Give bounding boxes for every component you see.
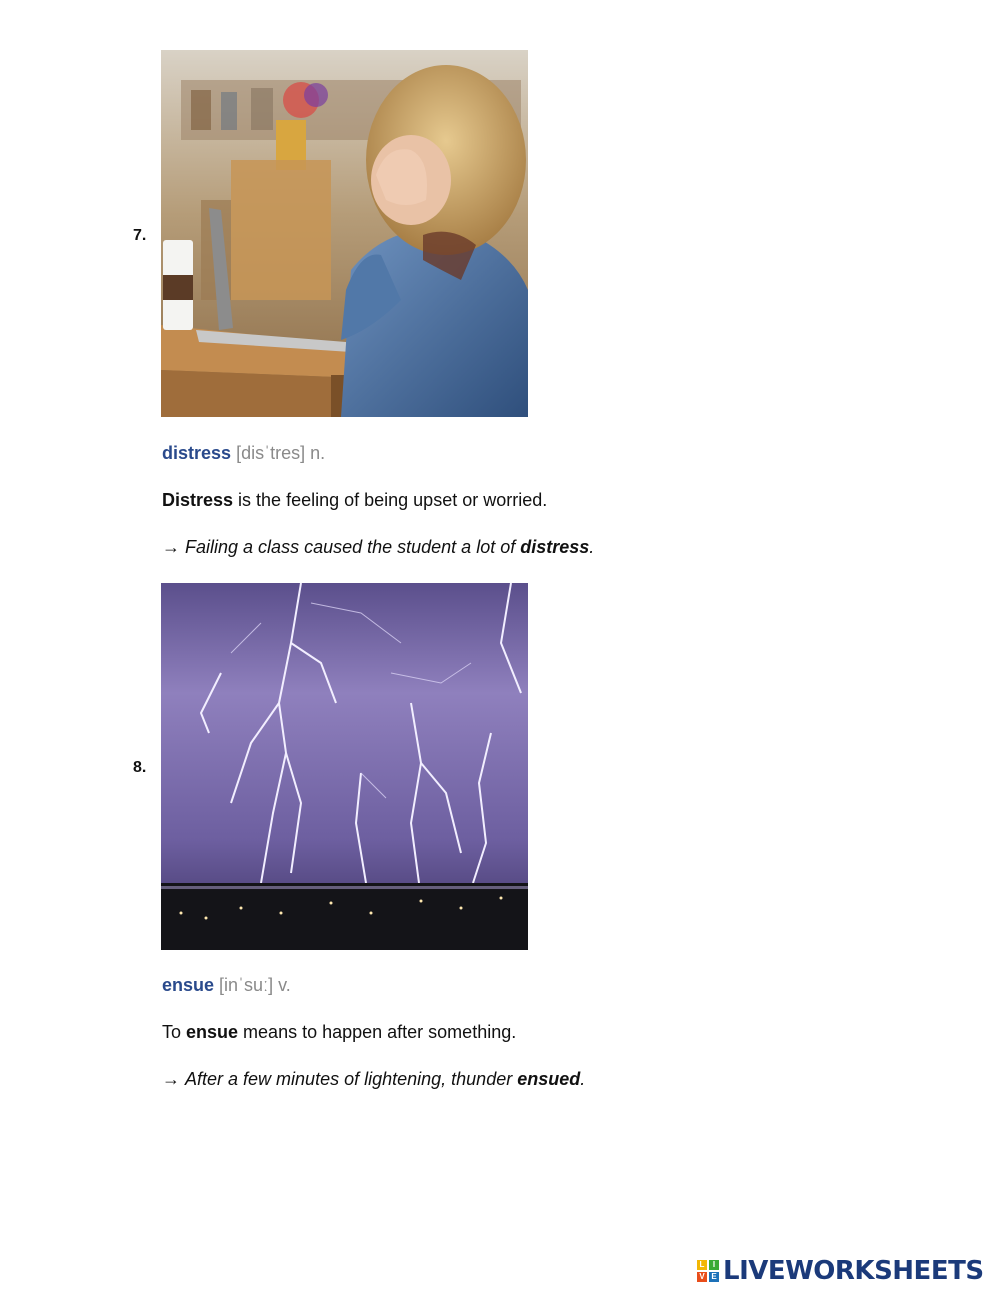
example-text: After a few minutes of lightening, thunder bbox=[185, 1069, 518, 1089]
arrow-icon: → bbox=[162, 1069, 186, 1089]
definition-line-7 bbox=[162, 490, 547, 511]
headword: distress bbox=[162, 443, 232, 463]
logo-block: I bbox=[709, 1260, 719, 1270]
arrow-icon: → bbox=[162, 537, 186, 557]
example-line-7 bbox=[162, 537, 594, 558]
definition-prefix: To bbox=[162, 1022, 187, 1042]
logo-block: E bbox=[709, 1272, 719, 1282]
logo-text: LIVEWORKSHEETS bbox=[723, 1256, 984, 1286]
example-end: . bbox=[589, 537, 595, 557]
example-term: ensued bbox=[517, 1069, 581, 1089]
headword-line-7 bbox=[162, 443, 325, 464]
headword: ensue bbox=[162, 975, 215, 995]
logo-block: V bbox=[697, 1272, 707, 1282]
student-distress-photo bbox=[161, 50, 528, 417]
example-end: . bbox=[580, 1069, 586, 1089]
example-term: distress bbox=[520, 537, 590, 557]
example-text: Failing a class caused the student a lot of bbox=[185, 537, 521, 557]
headword-line-8 bbox=[162, 975, 291, 996]
pronunciation: [inˈsuː] v. bbox=[219, 975, 291, 995]
definition-text: means to happen after something. bbox=[238, 1022, 517, 1042]
logo-blocks-icon bbox=[697, 1260, 719, 1282]
item-number-8: 8. bbox=[133, 759, 147, 776]
lightning-storm-photo bbox=[161, 583, 528, 950]
definition-line-8 bbox=[162, 1022, 516, 1043]
item-number-7: 7. bbox=[133, 227, 147, 244]
definition-text: is the feeling of being upset or worried. bbox=[233, 490, 548, 510]
logo-block: L bbox=[697, 1260, 707, 1270]
liveworksheets-logo bbox=[697, 1257, 984, 1285]
definition-term: ensue bbox=[186, 1022, 239, 1042]
pronunciation: [disˈtres] n. bbox=[236, 443, 326, 463]
definition-term: Distress bbox=[162, 490, 234, 510]
example-line-8 bbox=[162, 1069, 585, 1090]
